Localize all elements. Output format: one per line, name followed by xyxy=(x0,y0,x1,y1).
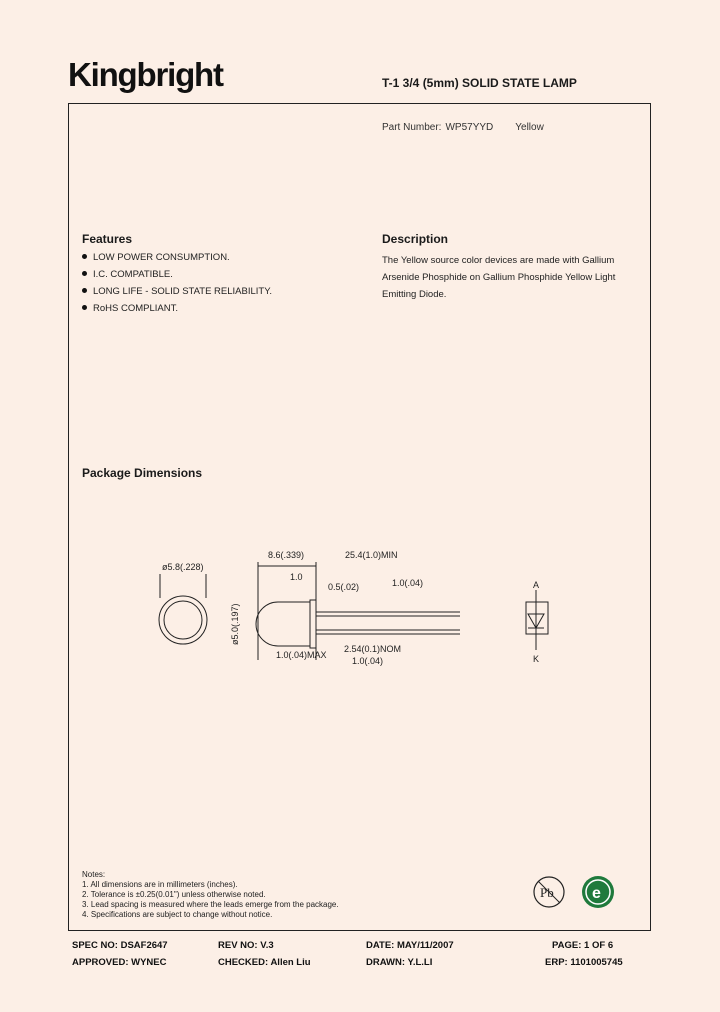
pitch-label: 2.54(0.1)NOM xyxy=(344,644,402,654)
bullet-icon xyxy=(82,288,87,293)
lamp-flange xyxy=(310,600,316,648)
spec-number: SPEC NO: DSAF2647 xyxy=(72,940,168,951)
list-item: LONG LIFE - SOLID STATE RELIABILITY. xyxy=(82,286,272,303)
lead-square-label: 0.5(.02) xyxy=(328,582,360,592)
page-number: PAGE: 1 OF 6 xyxy=(552,940,614,951)
list-item: LOW POWER CONSUMPTION. xyxy=(82,252,272,269)
part-number-value: WP57YYD xyxy=(445,122,494,133)
top-diameter-label: ø5.8(.228) xyxy=(162,562,204,572)
description-heading: Description xyxy=(382,232,449,246)
body-diameter-label: ø5.0(.197) xyxy=(230,603,240,645)
notes: Notes: 1. All dimensions are in millimeters (inches). 2. Tolerance is ±0.25(0.01") unless otherwise noted. 3. Lead spacing is measured where the leads emerge from the package. 4. Specifications are subject to change without notice. xyxy=(82,870,339,919)
date: DATE: MAY/11/2007 xyxy=(366,940,454,951)
checked-by: CHECKED: Allen Liu xyxy=(218,957,311,968)
datasheet-frame xyxy=(68,103,651,931)
top-view-outer xyxy=(159,596,207,644)
cathode-label: K xyxy=(533,654,540,664)
flange-label: 1.0 xyxy=(290,572,303,582)
bullet-icon xyxy=(82,271,87,276)
svg-text:Pb: Pb xyxy=(540,885,554,900)
bullet-icon xyxy=(82,254,87,259)
erp-number: ERP: 1101005745 xyxy=(545,957,623,968)
approved-by: APPROVED: WYNEC xyxy=(72,957,167,968)
standoff-label: 1.0(.04)MAX xyxy=(276,650,327,660)
lead-spacing-label: 1.0(.04) xyxy=(392,578,424,588)
list-item: I.C. COMPATIBLE. xyxy=(82,269,272,286)
drawn-by: DRAWN: Y.L.LI xyxy=(366,957,433,968)
part-color: Yellow xyxy=(515,122,544,133)
part-number-label: Part Number: xyxy=(382,122,442,133)
lead-length-label: 25.4(1.0)MIN xyxy=(345,550,398,560)
certification-marks xyxy=(528,872,618,912)
overall-length-label: 8.6(.339) xyxy=(268,550,305,560)
list-item: RoHS COMPLIANT. xyxy=(82,303,272,320)
features-heading: Features xyxy=(82,232,133,246)
anode-label: A xyxy=(533,580,540,590)
features-list xyxy=(82,252,272,320)
part-number-line xyxy=(382,122,544,133)
document-title: T-1 3/4 (5mm) SOLID STATE LAMP xyxy=(382,76,577,90)
package-dimensions-drawing xyxy=(130,540,580,670)
description-text: The Yellow source color devices are made with Gallium Arsenide Phosphide on Gallium Phosphide Yellow Light Emitting Diode. xyxy=(382,255,616,300)
kingbright-logo: Kingbright xyxy=(68,56,223,93)
spacing-label: 1.0(.04) xyxy=(352,656,384,666)
top-view-inner xyxy=(164,601,202,639)
revision-number: REV NO: V.3 xyxy=(218,940,274,951)
bullet-icon xyxy=(82,305,87,310)
package-dimensions-heading: Package Dimensions xyxy=(82,466,203,480)
svg-text:e: e xyxy=(592,885,601,902)
lamp-body xyxy=(256,602,310,646)
